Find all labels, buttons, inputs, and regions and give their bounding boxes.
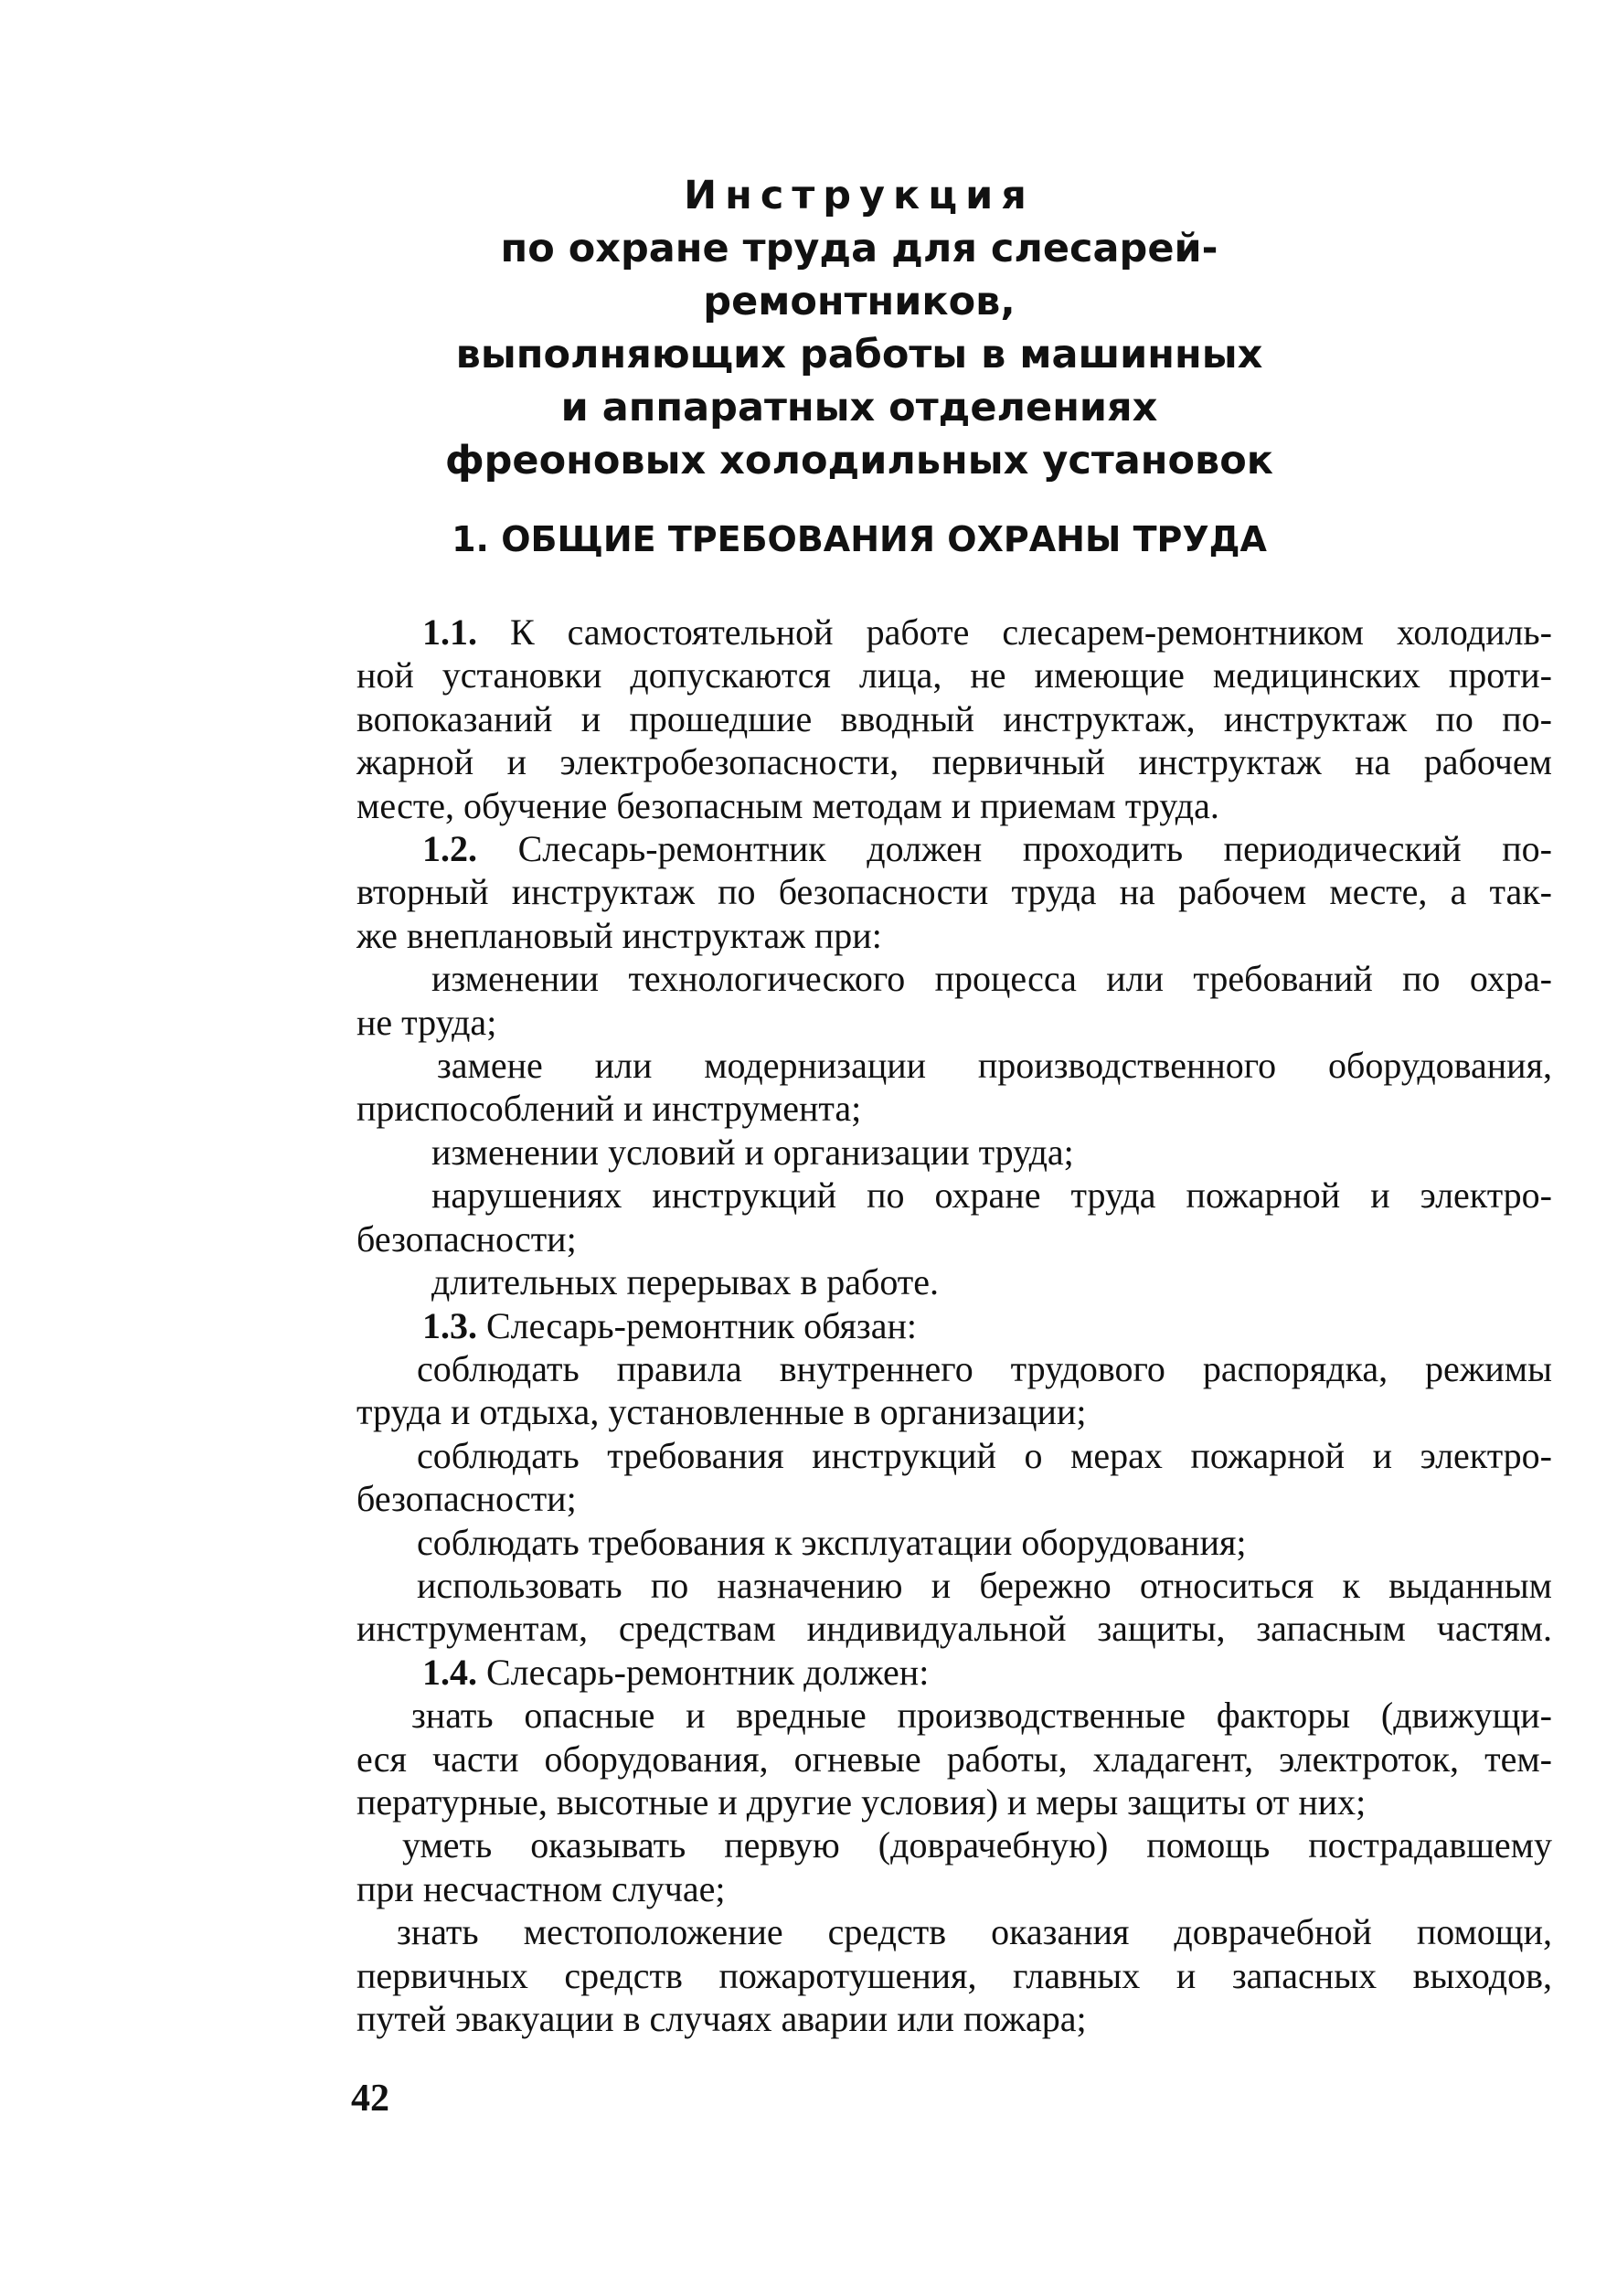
text-line: пературные, высотные и другие условия) и меры защиты от них; — [356, 1780, 1367, 1823]
text-line: вопоказаний и прошедшие вводный инструктаж, инструктаж по по- — [356, 697, 1552, 739]
text-line: нарушениях инструкций по охране труда пожарной и электро- — [431, 1175, 1552, 1217]
text-line: использовать по назначению и бережно относиться к выданным — [417, 1564, 1552, 1606]
title-line: и аппаратных отделениях — [560, 385, 1158, 430]
text-line: безопасности; — [356, 1478, 577, 1520]
text-line: знать местоположение средств оказания доврачебной помощи, — [397, 1911, 1552, 1953]
text-line: первичных средств пожаротушения, главных и запасных выходов, — [356, 1954, 1552, 1996]
text-line: путей эвакуации в случаях аварии или пожара; — [356, 1998, 1087, 2039]
text-line: 1.1. К самостоятельной работе слесарем-ремонтником холодиль- — [422, 611, 1552, 653]
text-line: уметь оказывать первую (доврачебную) помощь пострадавшему — [402, 1824, 1552, 1866]
text-line: 1.2. Слесарь-ремонтник должен проходить периодический по- — [422, 828, 1552, 870]
clause-number: 1.4. — [422, 1651, 477, 1693]
section-heading: 1. ОБЩИЕ ТРЕБОВАНИЯ ОХРАНЫ ТРУДА — [452, 519, 1267, 559]
title-main: Инструкция — [684, 173, 1035, 218]
text-line: 1.3. Слесарь-ремонтник обязан: — [422, 1304, 917, 1346]
text-line: жарной и электробезопасности, первичный инструктаж на рабочем — [356, 741, 1552, 783]
title-line: фреоновых холодильных установок — [444, 438, 1273, 484]
text-line: соблюдать требования к эксплуатации оборудования; — [417, 1521, 1247, 1563]
text-line: длительных перерывах в работе. — [431, 1261, 940, 1303]
body-text — [356, 611, 1552, 2040]
text-line: вторный инструктаж по безопасности труда на рабочем месте, а так- — [356, 871, 1552, 913]
clause-number: 1.2. — [422, 828, 477, 870]
text-line: же внеплановый инструктаж при: — [356, 914, 882, 956]
text-line: изменении технологического процесса или требований по охра- — [431, 958, 1552, 1000]
text-line: соблюдать правила внутреннего трудового распорядка, режимы — [417, 1347, 1552, 1389]
text-line: безопасности; — [356, 1217, 577, 1260]
text-line: приспособлений и инструмента; — [356, 1088, 862, 1130]
title-line: выполняющих работы в машинных — [455, 332, 1263, 377]
clause-number: 1.3. — [422, 1304, 477, 1346]
text-line: труда и отдыха, установленные в организации; — [356, 1391, 1087, 1433]
clause-number: 1.1. — [422, 611, 477, 653]
text-line: еся части оборудования, огневые работы, хладагент, электроток, тем- — [356, 1738, 1552, 1780]
text-line: не труда; — [356, 1001, 497, 1043]
document-title — [347, 169, 1371, 487]
text-line: ной установки допускаются лица, не имеющие медицинских проти- — [356, 654, 1552, 696]
text-line: знать опасные и вредные производственные факторы (движущи- — [411, 1695, 1552, 1737]
text-line: соблюдать требования инструкций о мерах пожарной и электро- — [417, 1434, 1552, 1476]
title-line: по охране труда для слесарей-ремонтников, — [500, 226, 1218, 324]
text-line: инструментам, средствам индивидуальной защиты, запасным частям. — [356, 1608, 1552, 1650]
text-line: изменении условий и организации труда; — [431, 1131, 1074, 1173]
text-line: замене или модернизации производственного оборудования, — [437, 1045, 1552, 1087]
text-line: месте, обучение безопасным методам и приемам труда. — [356, 784, 1219, 826]
text-line: при несчастном случае; — [356, 1867, 726, 1909]
text-line: 1.4. Слесарь-ремонтник должен: — [422, 1651, 930, 1693]
page-number: 42 — [351, 2078, 389, 2120]
